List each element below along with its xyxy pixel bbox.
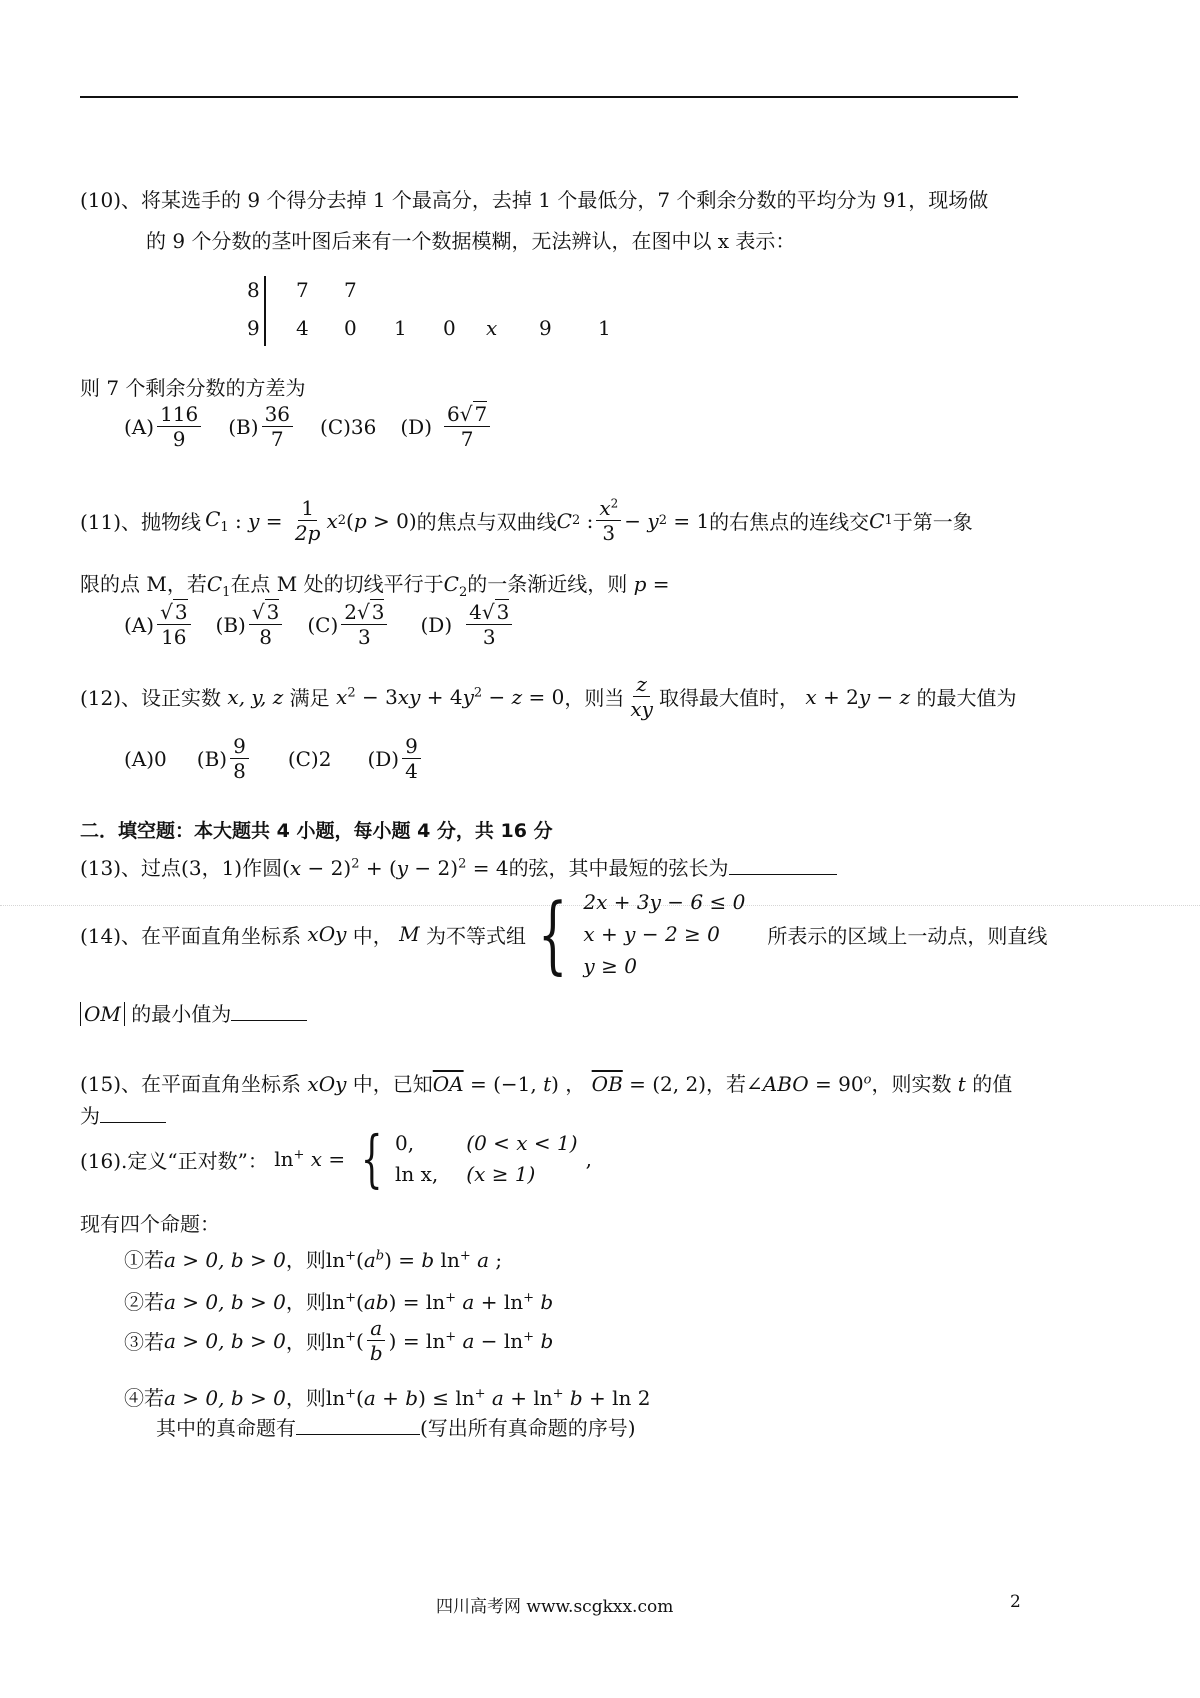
option-c: (C)36 (320, 414, 377, 439)
leaf: 0 (443, 316, 456, 340)
proposition-3: ③若 a > 0, b > 0 ，则 ln+( $\frac{a}{b}$ ) = ln+ a − ln+ b (124, 1316, 554, 1365)
q13-line: (13)、过点(3，1)作圆$(x - 2)^2 + (y - 2)^2 = 4$的弦，其中最短的弦长为 (80, 852, 837, 881)
q11-options (124, 600, 515, 649)
option-c: (C)2 (287, 746, 332, 771)
inequality-3: y ≥ 0 (583, 954, 637, 978)
leaf: 1 (598, 316, 611, 340)
q16-intro: 现有四个命题： (80, 1212, 220, 1236)
proposition-2: ②若a > 0, b > 0，则ln+(ab) = ln+ a + ln+ b (124, 1290, 554, 1314)
option-b-value: $\frac{√ 3}{8}$ (249, 600, 282, 649)
option-d-value: $\frac{9}{4}$ (402, 734, 421, 783)
proposition-1: ①若a > 0, b > 0，则$\ln^+(a^b) = b$ ln+ a ; (124, 1248, 503, 1272)
option-b-label: (B) (228, 414, 259, 439)
q12-line1: (12)、设正实数 x, y, z 满足 $x^2 - 3xy + 4y^2 - z = 0$ ，则当 $\frac{z}{xy}$ 取得最大值时， x + 2y − z 的最大值为 (80, 672, 1017, 721)
option-d-label: (D) (367, 746, 400, 771)
option-a: (A)0 (124, 746, 167, 771)
stem-leaf-divider (264, 276, 266, 346)
option-d-value: $\frac{4√ 3}{3}$ (466, 600, 512, 649)
option-a-value: $\frac{√ 3}{16}$ (157, 600, 190, 649)
option-a-label: (A) (124, 414, 155, 439)
inequality-2: x + y − 2 ≥ 0 (583, 922, 720, 946)
piecewise-definition: { 0, (0 < x < 1) ln x, (x ≥ 1) (360, 1122, 578, 1195)
stem: 9 (247, 316, 260, 340)
leaf: 7 (296, 278, 309, 302)
option-b-value: $\frac{36}{7}$ (262, 402, 293, 451)
option-b-value: $\frac{9}{8}$ (230, 734, 249, 783)
q16-closing: 其中的真命题有 (写出所有真命题的序号) (156, 1416, 636, 1440)
leaf-blurred: x (486, 316, 498, 340)
option-d-label: (D) (420, 612, 453, 637)
inequality-system: { 2x + 3y − 6 ≤ 0 x + y − 2 ≥ 0 y ≥ 0 (537, 885, 746, 983)
option-c-label: (C) (307, 612, 339, 637)
q10-line1: (10)、将某选手的 9 个得分去掉 1 个最高分，去掉 1 个最低分，7 个剩余分数的平均分为 91，现场做 (80, 188, 989, 212)
option-c-value: $\frac{2√ 3}{3}$ (341, 600, 387, 649)
q10-options (124, 402, 493, 451)
q15-line1: (15)、在平面直角坐标系 xOy 中，已知$\overline{OA} = (-1$, t) ， $\overline{OB} = (2$, 2)，若∠ABO = $90^o$，则实数 t 的值 (80, 1072, 1013, 1096)
case-1-value: 0, (395, 1131, 415, 1155)
q14-line1: (14)、在平面直角坐标系 xOy 中， M 为不等式组 { 2x + 3y − 6 ≤ 0 x + y − 2 ≥ 0 y ≥ 0 所表示的区域上一动点，则直线 (80, 885, 1048, 983)
leaf: 9 (539, 316, 552, 340)
q16-answer-blank[interactable] (296, 1416, 420, 1435)
leaf: 4 (296, 316, 309, 340)
option-a-label: (A) (124, 612, 155, 637)
header-rule (80, 96, 1018, 98)
stem: 8 (247, 278, 260, 302)
q10-question: 则 7 个剩余分数的方差为 (80, 376, 306, 400)
leaf: 7 (344, 278, 357, 302)
option-b-label: (B) (215, 612, 246, 637)
q11-c2-frac: $\frac{x^2}{3}$ (596, 496, 621, 545)
q16-definition: (16).定义“正对数”： ln+ x = { 0, (0 < x < 1) ln x, (x ≥ 1) , (80, 1122, 592, 1195)
q12-frac: $\frac{z}{xy}$ (630, 672, 653, 721)
case-2-condition: (x ≥ 1) (466, 1162, 536, 1186)
q12-options (124, 734, 424, 783)
option-a-value: $\frac{116}{9}$ (157, 402, 201, 451)
section-2-title: 二．填空题：本大题共 4 小题，每小题 4 分，共 16 分 (80, 820, 553, 842)
footer-site: 四川高考网 www.scgkxx.com (436, 1597, 674, 1617)
option-b-label: (B) (196, 746, 228, 771)
option-d-value: $\frac{6√ 7}{7}$ (444, 402, 490, 451)
case-2-value: ln x, (395, 1162, 439, 1186)
page-number: 2 (1010, 1592, 1021, 1612)
q10-line2: 的 9 个分数的茎叶图后来有一个数据模糊，无法辨认，在图中以 x 表示： (146, 229, 796, 253)
q11-c1-frac: $\frac{1}{2p}$ (294, 496, 321, 545)
case-1-condition: (0 < x < 1) (466, 1131, 578, 1155)
option-d-label: (D) (400, 414, 433, 439)
inequality-1: 2x + 3y − 6 ≤ 0 (583, 890, 746, 914)
q11-line1: (11)、抛物线 $C_1$ : y = $\frac{1}{2p}$ x 2 ( p > 0) 的焦点与双曲线 C 2 : $\frac{x^2}{3}$ − y 2 = 1 的右焦点的连线交 C 1 于第一象 (80, 496, 973, 545)
proposition-4: ④若a > 0, b > 0，则ln+(a + b) ≤ ln+ a + ln+ b + ln 2 (124, 1386, 651, 1410)
q14-answer-blank[interactable] (231, 1002, 307, 1021)
q11-line2: 限的点 M，若$C_1$在点 M 处的切线平行于$C_2$的一条渐近线，则 p = (80, 572, 670, 600)
q15-answer-blank[interactable] (100, 1104, 166, 1123)
q14-line2: OM 的最小值为 (80, 998, 307, 1027)
leaf: 1 (394, 316, 407, 340)
q15-line2: 为 (80, 1100, 166, 1129)
leaf: 0 (344, 316, 357, 340)
q13-answer-blank[interactable] (729, 856, 837, 875)
